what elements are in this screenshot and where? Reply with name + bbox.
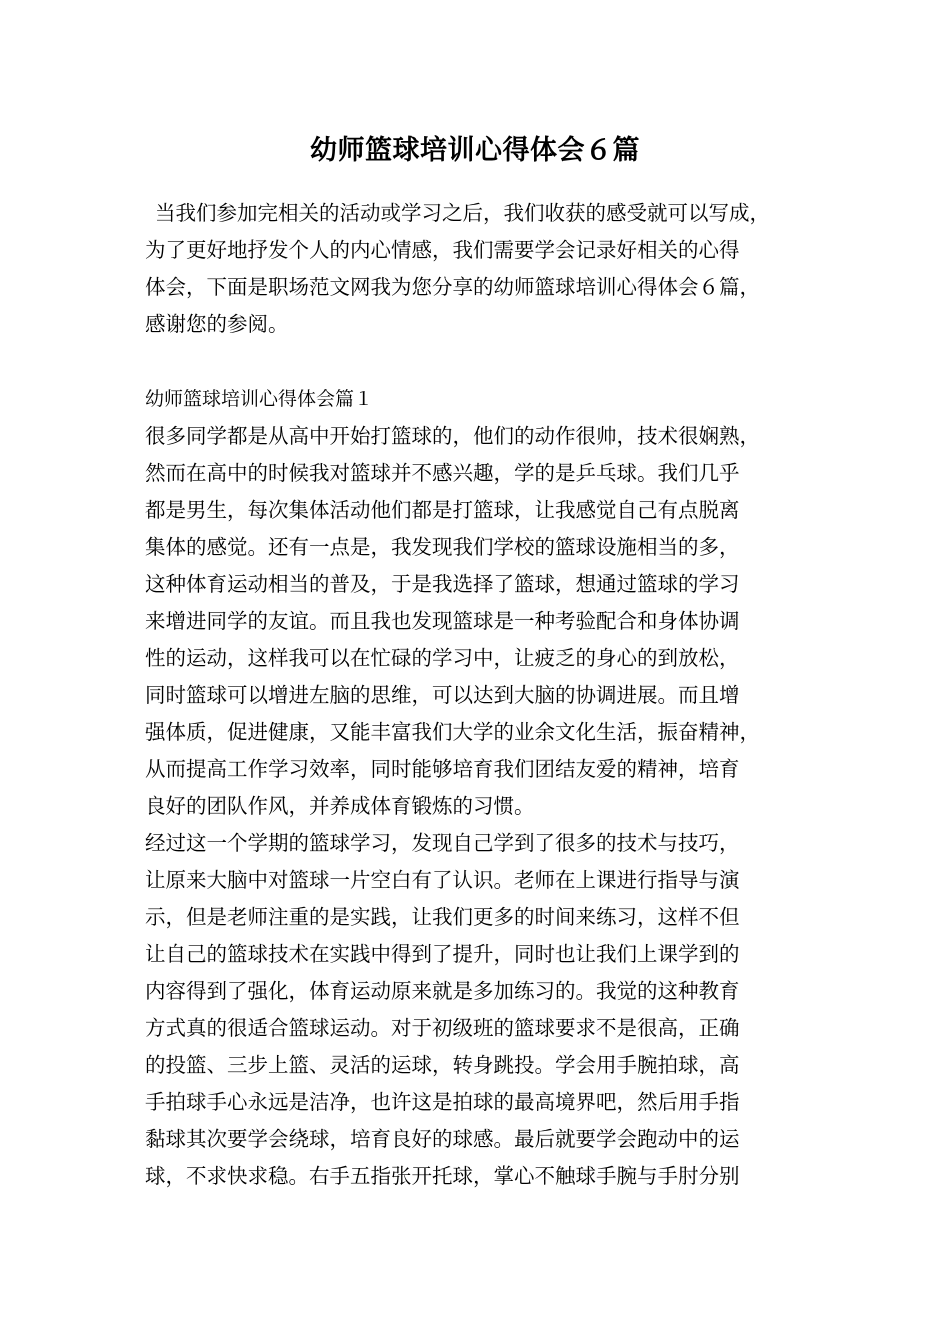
document-title: 幼师篮球培训心得体会６篇 [310,135,640,166]
paragraph-line: 手拍球手心永远是洁净，也许这是拍球的最高境界吧，然后用手指 [145,1090,740,1114]
intro-line: 体会，下面是职场范文网我为您分享的幼师篮球培训心得体会６篇， [145,275,760,299]
intro-line: 为了更好地抒发个人的内心情感，我们需要学会记录好相关的心得 [145,238,740,262]
paragraph-line: 让自己的篮球技术在实践中得到了提升，同时也让我们上课学到的 [145,942,740,966]
section-1 [145,381,825,1195]
paragraph-line: 集体的感觉。还有一点是，我发现我们学校的篮球设施相当的多， [145,535,740,559]
paragraph-line: 良好的团队作风，并养成体育锻炼的习惯。 [145,794,535,818]
paragraph-line: 球，不求快求稳。右手五指张开托球，掌心不触球手腕与手肘分别 [145,1164,740,1188]
paragraph-line: 这种体育运动相当的普及，于是我选择了篮球，想通过篮球的学习 [145,572,740,596]
paragraph-line: 然而在高中的时候我对篮球并不感兴趣，学的是乒乓球。我们几乎 [145,461,740,485]
intro-line: 感谢您的参阅。 [145,312,289,336]
paragraph-line: 方式真的很适合篮球运动。对于初级班的篮球要求不是很高，正确 [145,1016,740,1040]
paragraph-line: 从而提高工作学习效率，同时能够培育我们团结友爱的精神，培育 [145,757,740,781]
paragraph-line: 经过这一个学期的篮球学习，发现自己学到了很多的技术与技巧， [145,831,740,855]
intro-paragraph [145,195,825,343]
paragraph-line: 示，但是老师注重的是实践，让我们更多的时间来练习，这样不但 [145,905,740,929]
section-heading: 幼师篮球培训心得体会篇１ [145,388,374,410]
paragraph-line: 内容得到了强化，体育运动原来就是多加练习的。我觉的这种教育 [145,979,740,1003]
paragraph-line: 的投篮、三步上篮、灵活的运球，转身跳投。学会用手腕拍球，高 [145,1053,740,1077]
paragraph-line: 都是男生，每次集体活动他们都是打篮球，让我感觉自己有点脱离 [145,498,740,522]
paragraph-line: 性的运动，这样我可以在忙碌的学习中，让疲乏的身心的到放松， [145,646,740,670]
paragraph-line: 来增进同学的友谊。而且我也发现篮球是一种考验配合和身体协调 [145,609,740,633]
paragraph-line: 很多同学都是从高中开始打篮球的，他们的动作很帅，技术很娴熟， [145,424,760,448]
paragraph-line: 黏球其次要学会绕球，培育良好的球感。最后就要学会跑动中的运 [145,1127,740,1151]
paragraph-line: 强体质，促进健康，又能丰富我们大学的业余文化生活，振奋精神， [145,720,760,744]
paragraph-line: 同时篮球可以增进左脑的思维，可以达到大脑的协调进展。而且增 [145,683,740,707]
intro-line: 当我们参加完相关的活动或学习之后，我们收获的感受就可以写成， [155,201,770,225]
paragraph-line: 让原来大脑中对篮球一片空白有了认识。老师在上课进行指导与演 [145,868,740,892]
